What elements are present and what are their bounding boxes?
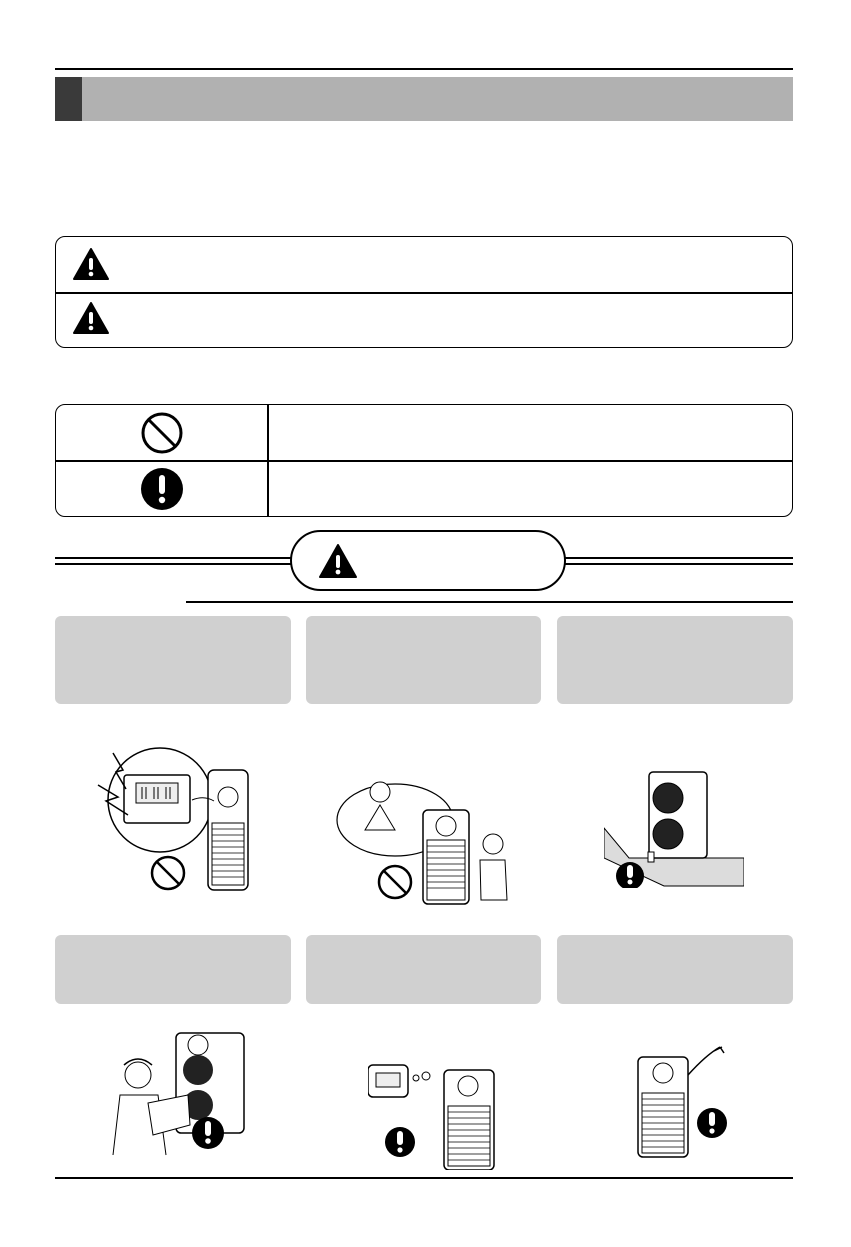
illustration-dedicated-circuit: [368, 1060, 528, 1170]
banner-line-left: [55, 563, 291, 565]
illustration-power-outlet: [88, 745, 278, 895]
caption-card: [557, 935, 793, 1004]
caption-card: [557, 616, 793, 704]
banner-line-right: [565, 563, 793, 565]
caption-card: [306, 935, 541, 1004]
symbol-legend-box: [55, 404, 793, 517]
caption-card: [55, 935, 291, 1004]
legend-column-divider: [267, 405, 269, 516]
caution-banner: [290, 530, 566, 591]
top-rule: [55, 68, 793, 70]
illustration-proper-installation: [636, 1045, 746, 1160]
warning-triangle-icon: [72, 247, 110, 281]
mandatory-exclamation-icon: [140, 467, 184, 511]
illustration-outdoor-unit-base: [604, 768, 744, 888]
section-title-bar: [55, 77, 793, 121]
caption-card: [306, 616, 541, 704]
section-title-tab: [55, 77, 82, 121]
footer-rule: [55, 1177, 793, 1179]
banner-line-right: [565, 557, 793, 559]
banner-line-left: [55, 557, 291, 559]
caption-card: [55, 616, 291, 704]
signal-word-box: [55, 236, 793, 348]
prohibited-icon: [140, 411, 184, 455]
subsection-rule: [186, 601, 793, 603]
signal-box-divider: [56, 292, 792, 294]
illustration-children-near-unit: [335, 770, 515, 905]
legend-row-divider: [56, 460, 792, 462]
warning-triangle-icon: [72, 301, 110, 335]
warning-triangle-icon: [318, 543, 358, 579]
illustration-service-technician: [98, 1025, 258, 1160]
